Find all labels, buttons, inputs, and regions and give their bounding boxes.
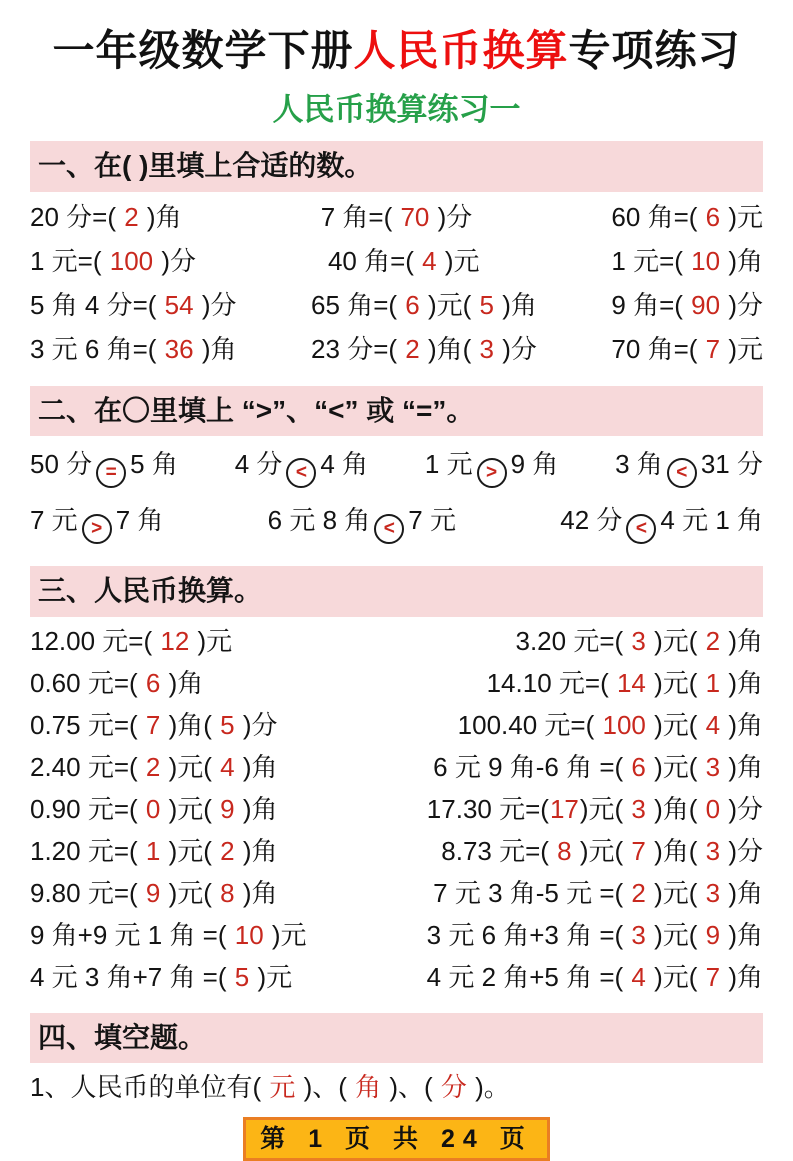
problem-text: 1 元=( (611, 246, 691, 277)
comparison-left: 50 分 (30, 449, 93, 480)
problem (615, 444, 763, 488)
answer-value: 4 (422, 246, 437, 277)
comparison-left: 7 元 (30, 505, 78, 536)
problem-text: )元( (161, 836, 220, 867)
problem (425, 444, 558, 488)
problem-row (30, 326, 763, 370)
answer-value: 6 (405, 290, 420, 321)
page-number-badge: 第 1 页 共 24 页 (243, 1117, 549, 1161)
problem-text: )角( (420, 334, 479, 365)
problem (30, 197, 182, 234)
problem-text: )角 (235, 836, 278, 867)
title-text-before: 一年级数学下册 (52, 27, 354, 74)
answer-value: 7 (705, 962, 721, 993)
problem (441, 831, 763, 868)
problem-text: )元( (579, 794, 631, 825)
problem-text: )角 (721, 710, 763, 741)
problem-text: 9 角+9 元 1 角 =( (30, 920, 234, 951)
answer-value: 6 (705, 202, 721, 233)
problem-text: )元( (646, 710, 705, 741)
problem (611, 197, 763, 234)
problem-text: )元( (646, 752, 705, 783)
answer-value: 12 (160, 626, 190, 657)
problem-text: 1.20 元=( (30, 836, 145, 867)
problem-text: )角 (721, 920, 763, 951)
answer-value: 9 (145, 878, 161, 909)
problem-text: )元( (646, 626, 705, 657)
answer-value: 2 (705, 626, 721, 657)
problem (30, 621, 371, 658)
section-two-header: 二、在〇里填上 “>”、“<” 或 “=”。 (30, 386, 763, 436)
answer-value: 4 (220, 752, 235, 783)
comparison-left: 1 元 (424, 449, 473, 480)
answer-value: 3 (705, 878, 721, 909)
answer-value: 17 (549, 794, 579, 825)
problem (611, 285, 763, 322)
problem-row (30, 913, 763, 955)
problem (328, 241, 480, 278)
answer-value: 14 (616, 668, 646, 699)
problem-text: 1 元=( (30, 246, 109, 277)
answer-value: 1 (145, 836, 161, 867)
problem-text: )角 (494, 290, 537, 321)
problem-text: )分 (721, 836, 763, 867)
answer-value: 2 (145, 752, 161, 783)
answer-value: 角 (355, 1072, 382, 1103)
problem (427, 915, 763, 952)
problem-text: )角 (721, 668, 763, 699)
problem-row (30, 871, 763, 913)
problem-text: 60 角=( (611, 202, 705, 233)
comparison-circle-op: > (477, 458, 507, 488)
comparison-right: 31 分 (700, 449, 763, 480)
problem (433, 747, 763, 784)
section-three-problems (30, 617, 763, 1001)
problem (30, 241, 196, 278)
problem (30, 747, 371, 784)
problem-row (30, 745, 763, 787)
title-text-after: 专项练习 (568, 27, 741, 74)
problem-text: 3.20 元=( (515, 626, 631, 657)
problem-text: 3 元 6 角+3 角 =( (426, 920, 631, 951)
problem-row (30, 282, 763, 326)
comparison-left: 4 分 (234, 449, 283, 480)
problem-text: )角 (721, 962, 763, 993)
problem-text: 9.80 元=( (30, 878, 145, 909)
problem (30, 500, 163, 544)
problem-text: )分 (494, 334, 537, 365)
problem-text: 0.75 元=( (30, 710, 145, 741)
problem-row (30, 194, 763, 238)
answer-value: 元 (269, 1072, 296, 1103)
comparison-right: 4 元 1 角 (660, 505, 763, 536)
problem-text: )元 (264, 920, 307, 951)
problem-text: 7 元 3 角-5 元 =( (433, 878, 631, 909)
problem (321, 197, 473, 234)
comparison-right: 7 元 (408, 505, 456, 536)
problem-text: )角( (161, 710, 220, 741)
answer-value: 9 (705, 920, 721, 951)
problem (30, 285, 236, 322)
problem-text: 8.73 元=( (441, 836, 557, 867)
answer-value: 6 (145, 668, 161, 699)
comparison-left: 6 元 8 角 (267, 505, 371, 536)
section-three-header: 三、人民币换算。 (30, 566, 763, 616)
answer-value: 2 (631, 878, 646, 909)
section-one-problems (30, 192, 763, 374)
problem-text: 70 角=( (611, 334, 705, 365)
answer-value: 7 (145, 710, 161, 741)
comparison-right: 9 角 (510, 449, 559, 480)
problem-text: )。 (467, 1072, 510, 1103)
page-footer (0, 1117, 793, 1161)
comparison-right: 7 角 (115, 505, 164, 536)
problem-row (30, 829, 763, 871)
problem (30, 444, 178, 488)
answer-value: 5 (220, 710, 235, 741)
answer-value: 100 (602, 710, 646, 741)
problem-text: )分 (430, 202, 473, 233)
problem-row (30, 619, 763, 661)
answer-value: 6 (631, 752, 646, 783)
answer-value: 7 (631, 836, 646, 867)
section-four-problems (30, 1063, 763, 1111)
problem-text: )角 (235, 794, 278, 825)
problem-text: )角 (721, 752, 763, 783)
comparison-circle-op: = (96, 458, 126, 488)
problem (30, 663, 371, 700)
answer-value: 3 (631, 794, 646, 825)
answer-value: 100 (109, 246, 154, 277)
problem-text: 7 角=( (320, 202, 400, 233)
problem-row (30, 787, 763, 829)
comparison-right: 4 角 (320, 449, 369, 480)
problem (30, 957, 371, 994)
answer-value: 90 (691, 290, 721, 321)
answer-value: 5 (234, 962, 250, 993)
problem (30, 831, 371, 868)
problem-row (30, 1065, 763, 1107)
problem-text: )角 (235, 752, 278, 783)
answer-value: 36 (164, 334, 194, 365)
problem-text: )元( (572, 836, 631, 867)
answer-value: 7 (705, 334, 721, 365)
problem-text: 12.00 元=( (30, 626, 160, 657)
problem-text: )元( (161, 794, 220, 825)
problem-text: )角( (646, 836, 705, 867)
comparison-right: 5 角 (130, 449, 178, 480)
problem-text: 2.40 元=( (30, 752, 145, 783)
problem-text: )元 (250, 962, 293, 993)
problem-text: )角 (721, 878, 763, 909)
answer-value: 5 (479, 290, 494, 321)
problem-text: )分 (235, 710, 278, 741)
answer-value: 1 (705, 668, 721, 699)
comparison-circle-op: < (626, 514, 656, 544)
problem-row (30, 494, 763, 550)
problem (427, 957, 763, 994)
problem (611, 241, 763, 278)
problem (30, 329, 236, 366)
problem (458, 705, 763, 742)
problem-text: )元( (646, 920, 705, 951)
problem-text: )角 (721, 246, 763, 277)
answer-value: 3 (631, 626, 646, 657)
answer-value: 10 (691, 246, 721, 277)
problem-text: )元 (190, 626, 233, 657)
answer-value: 3 (705, 836, 721, 867)
comparison-left: 42 分 (560, 505, 623, 536)
page-title (0, 26, 793, 76)
problem-row (30, 955, 763, 997)
problem-text: 6 元 9 角-6 角 =( (433, 752, 631, 783)
answer-value: 4 (705, 710, 721, 741)
answer-value: 分 (440, 1072, 467, 1103)
section-four-header: 四、填空题。 (30, 1013, 763, 1063)
problem-text: )元( (646, 962, 705, 993)
problem (311, 329, 537, 366)
problem-text: )角 (161, 668, 204, 699)
answer-value: 8 (220, 878, 235, 909)
title-highlight-red: 人民币换算 (353, 27, 569, 74)
problem-row (30, 238, 763, 282)
problem-text: )、( (382, 1072, 440, 1103)
comparison-circle-op: < (286, 458, 316, 488)
problem-text: 23 分=( (311, 334, 405, 365)
answer-value: 2 (405, 334, 420, 365)
problem (433, 873, 763, 910)
problem (611, 329, 763, 366)
answer-value: 54 (164, 290, 194, 321)
problem (516, 621, 764, 658)
answer-value: 3 (631, 920, 646, 951)
problem-text: 0.60 元=( (30, 668, 145, 699)
problem-text: )分 (721, 794, 763, 825)
problem-text: 1、人民币的单位有( (30, 1072, 269, 1103)
problem-text: 17.30 元=( (426, 794, 549, 825)
problem (268, 500, 456, 544)
answer-value: 8 (557, 836, 572, 867)
problem-text: 100.40 元=( (457, 710, 602, 741)
problem-text: 65 角=( (311, 290, 405, 321)
problem (235, 444, 368, 488)
problem-text: )角( (646, 794, 705, 825)
answer-value: 9 (220, 794, 235, 825)
problem (311, 285, 537, 322)
problem-text: )分 (194, 290, 237, 321)
section-two-problems (30, 436, 763, 554)
problem (560, 500, 763, 544)
problem-text: )元( (161, 878, 220, 909)
problem-text: )角 (139, 202, 182, 233)
problem-text: 3 元 6 角=( (30, 334, 164, 365)
problem-text: 20 分=( (30, 202, 124, 233)
answer-value: 3 (705, 752, 721, 783)
comparison-circle-op: > (82, 514, 112, 544)
problem-text: )元( (420, 290, 479, 321)
problem-text: )元( (161, 752, 220, 783)
answer-value: 0 (145, 794, 161, 825)
problem-row (30, 703, 763, 745)
problem-text: )角 (235, 878, 278, 909)
problem-text: )角 (721, 626, 763, 657)
problem-text: 4 元 3 角+7 角 =( (30, 962, 234, 993)
answer-value: 0 (705, 794, 721, 825)
problem-text: 5 角 4 分=( (30, 290, 164, 321)
problem-text: )元 (721, 334, 763, 365)
problem-text: )元( (646, 878, 705, 909)
problem-row (30, 661, 763, 703)
problem-text: 9 角=( (611, 290, 691, 321)
problem-row (30, 438, 763, 494)
problem (487, 663, 763, 700)
problem-text: )元 (437, 246, 480, 277)
problem (427, 789, 763, 826)
answer-value: 4 (631, 962, 646, 993)
problem-text: )角 (194, 334, 237, 365)
answer-value: 2 (124, 202, 139, 233)
problem-text: 40 角=( (327, 246, 422, 277)
answer-value: 70 (400, 202, 430, 233)
problem-text: )元( (646, 668, 705, 699)
section-one-header: 一、在( )里填上合适的数。 (30, 141, 763, 191)
problem (30, 789, 371, 826)
problem-text: 14.10 元=( (486, 668, 616, 699)
answer-value: 2 (220, 836, 235, 867)
problem (30, 873, 371, 910)
answer-value: 3 (479, 334, 494, 365)
problem-text: )分 (721, 290, 763, 321)
problem (30, 705, 371, 742)
problem-text: )元 (721, 202, 763, 233)
comparison-left: 3 角 (615, 449, 663, 480)
answer-value: 10 (234, 920, 264, 951)
worksheet-subtitle: 人民币换算练习一 (272, 92, 521, 128)
problem-text: 0.90 元=( (30, 794, 145, 825)
problem (30, 915, 371, 952)
problem-text: )、( (296, 1072, 355, 1103)
comparison-circle-op: < (374, 514, 404, 544)
problem (30, 1067, 510, 1104)
comparison-circle-op: < (667, 458, 697, 488)
problem-text: 4 元 2 角+5 角 =( (426, 962, 631, 993)
problem-text: )分 (154, 246, 197, 277)
